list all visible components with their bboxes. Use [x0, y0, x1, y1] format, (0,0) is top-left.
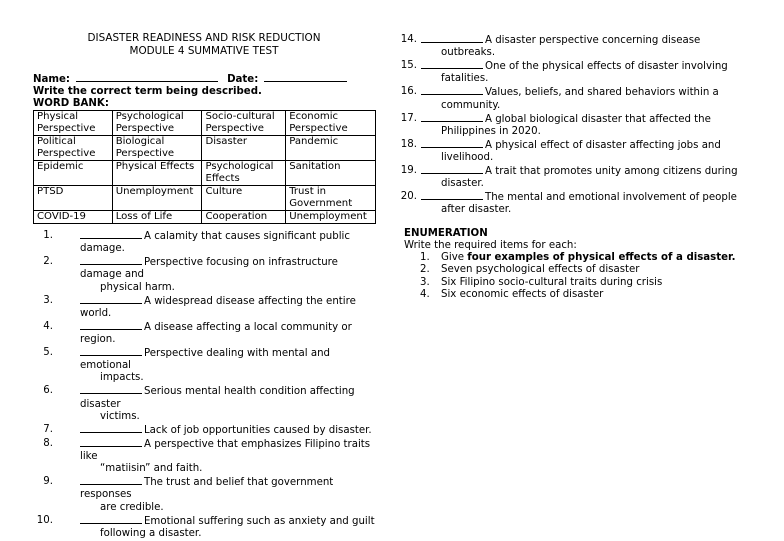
test-item: [33, 438, 378, 476]
instruction: Write the correct term being described.: [33, 86, 262, 97]
item-text-continued: disaster.: [441, 178, 484, 190]
item-number: 18.: [400, 138, 417, 150]
word-bank-row: [34, 111, 376, 136]
enumeration-item: [404, 277, 754, 290]
word-bank-cell: Pandemic: [286, 136, 376, 161]
item-number: 7.: [43, 423, 53, 435]
answer-blank[interactable]: [421, 113, 483, 122]
test-item: [33, 476, 378, 514]
test-item: [400, 34, 754, 59]
word-bank-cell: Economic Perspective: [286, 111, 376, 136]
item-text: A calamity that causes significant public damage.: [80, 231, 350, 255]
title-line-1: DISASTER READINESS AND RISK REDUCTION: [87, 32, 321, 44]
enumeration-number: 2.: [420, 264, 430, 276]
item-number: 20.: [400, 191, 417, 203]
item-number: 17.: [400, 112, 417, 124]
item-number: 19.: [400, 165, 417, 177]
item-number: 16.: [400, 86, 417, 98]
word-bank-cell: Biological Perspective: [112, 136, 202, 161]
answer-blank[interactable]: [80, 424, 142, 433]
enumeration-item: [404, 264, 754, 277]
item-text: Perspective focusing on infrastructure damage and: [80, 257, 338, 281]
answer-blank[interactable]: [80, 515, 142, 524]
item-number: 1.: [43, 230, 53, 241]
item-text: A physical effect of disaster affecting jobs and: [485, 139, 721, 151]
answer-blank[interactable]: [80, 321, 142, 330]
word-bank-cell: Socio-cultural Perspective: [202, 111, 286, 136]
test-item: [400, 191, 754, 216]
answer-blank[interactable]: [421, 60, 483, 69]
enumeration-number: 1.: [420, 251, 430, 263]
items-list-left: [33, 230, 378, 540]
test-item: [33, 515, 378, 540]
item-text: A disaster perspective concerning disease: [485, 35, 701, 46]
right-column: [400, 34, 754, 302]
word-bank-cell: Sanitation: [286, 161, 376, 186]
word-bank-cell: Physical Perspective: [34, 111, 113, 136]
answer-blank[interactable]: [80, 476, 142, 485]
word-bank-cell: Unemployment: [286, 211, 376, 224]
answer-blank[interactable]: [421, 165, 483, 174]
test-item: [33, 385, 378, 423]
item-text-continued: following a disaster.: [100, 527, 202, 539]
answer-blank[interactable]: [421, 86, 483, 95]
item-text-continued: community.: [441, 99, 501, 111]
answer-blank[interactable]: [80, 256, 142, 265]
item-number: 15.: [400, 60, 417, 72]
title-line-2: MODULE 4 SUMMATIVE TEST: [129, 45, 279, 57]
word-bank-label: WORD BANK:: [33, 98, 109, 109]
word-bank-row: [34, 136, 376, 161]
word-bank-cell: COVID-19: [34, 211, 113, 224]
test-item: [400, 112, 754, 138]
test-item: [400, 60, 754, 85]
item-text-continued: “matiisin” and faith.: [100, 463, 203, 475]
date-field[interactable]: [264, 72, 347, 82]
word-bank-row: [34, 161, 376, 186]
item-text: A disease affecting a local community or region.: [80, 321, 352, 346]
item-text-continued: after disaster.: [441, 204, 512, 216]
word-bank-cell: Loss of Life: [112, 211, 202, 224]
item-text: Values, beliefs, and shared behaviors within a: [485, 87, 719, 99]
item-text: A global biological disaster that affected the: [485, 113, 711, 125]
word-bank-cell: Trust in Government: [286, 186, 376, 211]
item-number: 3.: [43, 294, 53, 306]
item-text: Emotional suffering such as anxiety and guilt: [144, 515, 375, 527]
item-text: The trust and belief that government responses: [80, 477, 334, 501]
item-text: Perspective dealing with mental and emotional: [80, 348, 331, 372]
item-number: 8.: [43, 437, 53, 449]
enumeration-text: Seven psychological effects of disaster: [441, 264, 640, 276]
name-label: Name:: [33, 74, 70, 85]
enumeration-text: Six economic effects of disaster: [441, 289, 604, 301]
word-bank-row: [34, 211, 376, 224]
test-item: [33, 256, 378, 294]
item-text: Serious mental health condition affecting disaster: [80, 386, 355, 410]
word-bank-row: [34, 186, 376, 211]
item-text-continued: are credible.: [100, 501, 164, 513]
word-bank-cell: Cooperation: [202, 211, 286, 224]
item-text: One of the physical effects of disaster involving: [485, 61, 728, 73]
enumeration-item: [404, 289, 754, 302]
item-text-continued: livelihood.: [441, 152, 494, 164]
word-bank-cell: Unemployment: [112, 186, 202, 211]
items-list-right: [400, 34, 754, 217]
answer-blank[interactable]: [421, 34, 483, 43]
item-text-continued: impacts.: [100, 372, 144, 384]
test-item: [33, 295, 378, 320]
enumeration-number: 3.: [420, 276, 430, 288]
test-item: [33, 347, 378, 385]
item-number: 6.: [43, 385, 53, 397]
date-label: Date:: [227, 74, 259, 85]
enumeration-instruction: Write the required items for each:: [404, 239, 577, 251]
left-column: [33, 32, 378, 541]
enumeration-item: [404, 252, 754, 265]
word-bank-cell: Physical Effects: [112, 161, 202, 186]
page-title: [33, 32, 375, 58]
word-bank-cell: PTSD: [34, 186, 113, 211]
answer-blank[interactable]: [80, 230, 142, 239]
item-number: 2.: [43, 256, 53, 268]
test-item: [400, 86, 754, 111]
item-number: 14.: [400, 34, 417, 45]
item-text: A widespread disease affecting the entire world.: [80, 295, 356, 319]
answer-blank[interactable]: [80, 347, 142, 356]
item-text: A trait that promotes unity among citizens during: [485, 166, 738, 178]
enumeration-number: 4.: [420, 289, 430, 301]
test-item: [33, 321, 378, 346]
enumeration-heading: ENUMERATION: [404, 227, 488, 239]
item-text: Lack of job opportunities caused by disaster.: [144, 424, 372, 436]
word-bank-cell: Psychological Perspective: [112, 111, 202, 136]
item-text-continued: physical harm.: [100, 281, 175, 293]
word-bank-cell: Disaster: [202, 136, 286, 161]
answer-blank[interactable]: [80, 295, 142, 304]
word-bank-table: [33, 110, 376, 224]
answer-blank[interactable]: [421, 139, 483, 148]
item-text: A perspective that emphasizes Filipino traits like: [80, 438, 371, 463]
enumeration-emphasis: four examples of physical effects of a disaster.: [467, 251, 736, 263]
answer-blank[interactable]: [421, 191, 483, 200]
word-bank-cell: Culture: [202, 186, 286, 211]
name-field[interactable]: [76, 72, 218, 82]
enumeration-text: Six Filipino socio-cultural traits during crisis: [441, 276, 663, 288]
test-item: [400, 138, 754, 164]
answer-blank[interactable]: [80, 438, 142, 447]
word-bank-cell: Political Perspective: [34, 136, 113, 161]
item-text: The mental and emotional involvement of people: [485, 192, 737, 204]
test-item: [33, 424, 378, 437]
name-date-row: [33, 72, 378, 86]
item-text-continued: outbreaks.: [441, 47, 496, 59]
word-bank-cell: Epidemic: [34, 161, 113, 186]
item-number: 5.: [43, 347, 53, 359]
answer-blank[interactable]: [80, 385, 142, 394]
item-number: 4.: [43, 320, 53, 332]
item-number: 10.: [36, 514, 53, 526]
item-text-continued: fatalities.: [441, 73, 489, 85]
enumeration-text: Give: [441, 251, 468, 263]
item-number: 9.: [43, 476, 53, 488]
item-text-continued: victims.: [100, 410, 140, 422]
test-item: [400, 165, 754, 190]
word-bank-cell: Psychological Effects: [202, 161, 286, 186]
item-text-continued: Philippines in 2020.: [441, 125, 541, 137]
test-item: [33, 230, 378, 255]
enumeration-list: [404, 252, 754, 302]
